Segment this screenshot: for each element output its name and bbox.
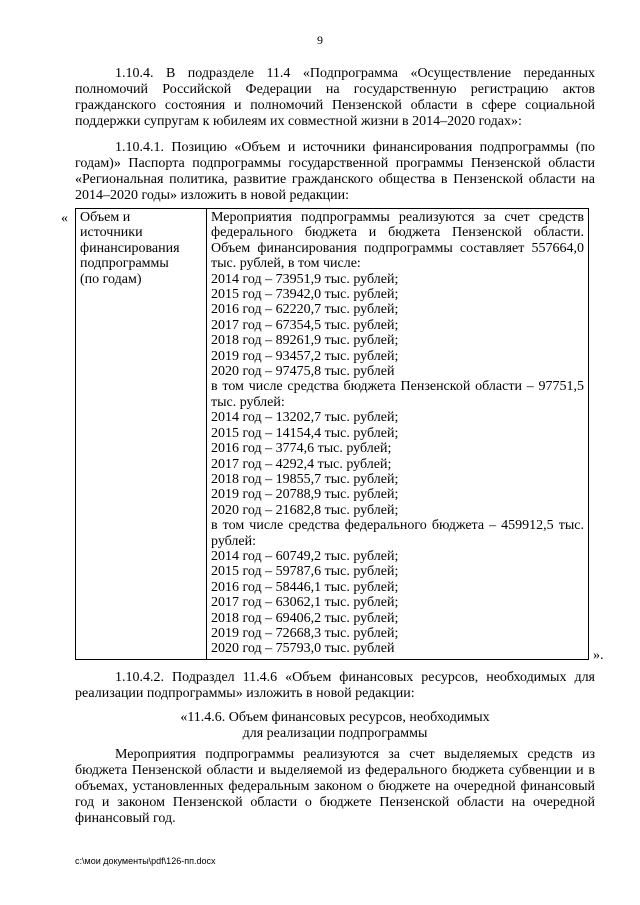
regional-year-line: 2019 год – 20788,9 тыс. рублей; bbox=[211, 487, 399, 503]
section-heading-line: «11.4.6. Объем финансовых ресурсов, необходимых bbox=[180, 710, 490, 725]
federal-year-line: 2019 год – 72668,3 тыс. рублей; bbox=[211, 625, 399, 641]
total-year-line: 2017 год – 67354,5 тыс. рублей; bbox=[211, 317, 399, 333]
table-close-quote: ». bbox=[593, 648, 604, 663]
federal-year-line: 2017 год – 63062,1 тыс. рублей; bbox=[211, 595, 399, 611]
federal-year-line: 2016 год – 58446,1 тыс. рублей; bbox=[211, 579, 399, 595]
paragraph-1-10-4-2: 1.10.4.2. Подраздел 11.4.6 «Объем финансовых ресурсов, необходимых для реализации подпрограммы» изложить в новой редакции: bbox=[75, 670, 595, 701]
table-row bbox=[76, 209, 589, 660]
total-year-line: 2019 год – 93457,2 тыс. рублей; bbox=[211, 348, 399, 364]
regional-year-line: 2016 год – 3774,6 тыс. рублей; bbox=[211, 441, 392, 457]
regional-intro: в том числе средства бюджета Пензенской области – 97751,5 тыс. рублей: bbox=[211, 379, 584, 410]
federal-year-line: 2018 год – 69406,2 тыс. рублей; bbox=[211, 610, 399, 626]
regional-year-line: 2014 год – 13202,7 тыс. рублей; bbox=[211, 410, 399, 426]
total-year-line: 2016 год – 62220,7 тыс. рублей; bbox=[211, 302, 399, 318]
federal-year-line: 2015 год – 59787,6 тыс. рублей; bbox=[211, 564, 399, 580]
page-number: 9 bbox=[317, 33, 323, 47]
funding-content-cell bbox=[207, 209, 589, 660]
total-year-line: 2015 год – 73942,0 тыс. рублей; bbox=[211, 287, 399, 303]
label-line: источники bbox=[80, 225, 143, 241]
label-line: подпрограммы bbox=[80, 256, 169, 272]
file-path-footer: c:\мои документы\pdf\126-пп.docx bbox=[75, 856, 216, 866]
federal-year-line: 2020 год – 75793,0 тыс. рублей bbox=[211, 641, 395, 657]
funding-label-cell bbox=[76, 209, 207, 660]
table-open-quote: « bbox=[61, 211, 68, 226]
regional-year-line: 2017 год – 4292,4 тыс. рублей; bbox=[211, 456, 392, 472]
paragraph-funding-sources: Мероприятия подпрограммы реализуются за счет выделяемых средств из бюджета Пензенской области и выделяемой из федерального бюджета субвенции и в объемах, установленных федеральным законом о бюджете на очередной финансовый год и законом Пензенской области о бюджете Пензенской области на очередной финансовый год. bbox=[75, 747, 595, 826]
federal-year-line: 2014 год – 60749,2 тыс. рублей; bbox=[211, 548, 399, 564]
regional-year-line: 2015 год – 14154,4 тыс. рублей; bbox=[211, 425, 399, 441]
funding-table bbox=[75, 208, 589, 660]
total-year-line: 2020 год – 97475,8 тыс. рублей bbox=[211, 364, 395, 380]
section-heading-line: для реализации подпрограммы bbox=[242, 726, 428, 741]
funding-intro: Мероприятия подпрограммы реализуются за счет средств федерального бюджета и бюджета Пензенской области. Объем финансирования подпрограммы составляет 557664,0 тыс. рублей, в том числе: bbox=[211, 210, 584, 272]
label-line: Объем и bbox=[80, 210, 131, 225]
paragraph-1-10-4-1: 1.10.4.1. Позицию «Объем и источники финансирования подпрограммы (по годам)» Паспорта подпрограммы государственной программы Пензенской области «Региональная политика, развитие гражданского общества в Пензенской области на 2014–2020 годы» изложить в новой редакции: bbox=[75, 140, 595, 203]
regional-year-line: 2020 год – 21682,8 тыс. рублей; bbox=[211, 502, 399, 518]
paragraph-1-10-4: 1.10.4. В подразделе 11.4 «Подпрограмма «Осуществление переданных полномочий Российской Федерации на государственную регистрацию актов гражданского состояния и полномочий Пензенской области в сфере социальной поддержки супругам к юбилеям их совместной жизни в 2014–2020 годах»: bbox=[75, 66, 595, 129]
federal-intro: в том числе средства федерального бюджета – 459912,5 тыс. рублей: bbox=[211, 518, 584, 549]
total-year-line: 2018 год – 89261,9 тыс. рублей; bbox=[211, 333, 399, 349]
label-line: (по годам) bbox=[80, 271, 142, 287]
section-heading-11-4-6 bbox=[75, 710, 595, 742]
label-line: финансирования bbox=[80, 240, 180, 256]
total-year-line: 2014 год – 73951,9 тыс. рублей; bbox=[211, 271, 399, 287]
regional-year-line: 2018 год – 19855,7 тыс. рублей; bbox=[211, 471, 399, 487]
